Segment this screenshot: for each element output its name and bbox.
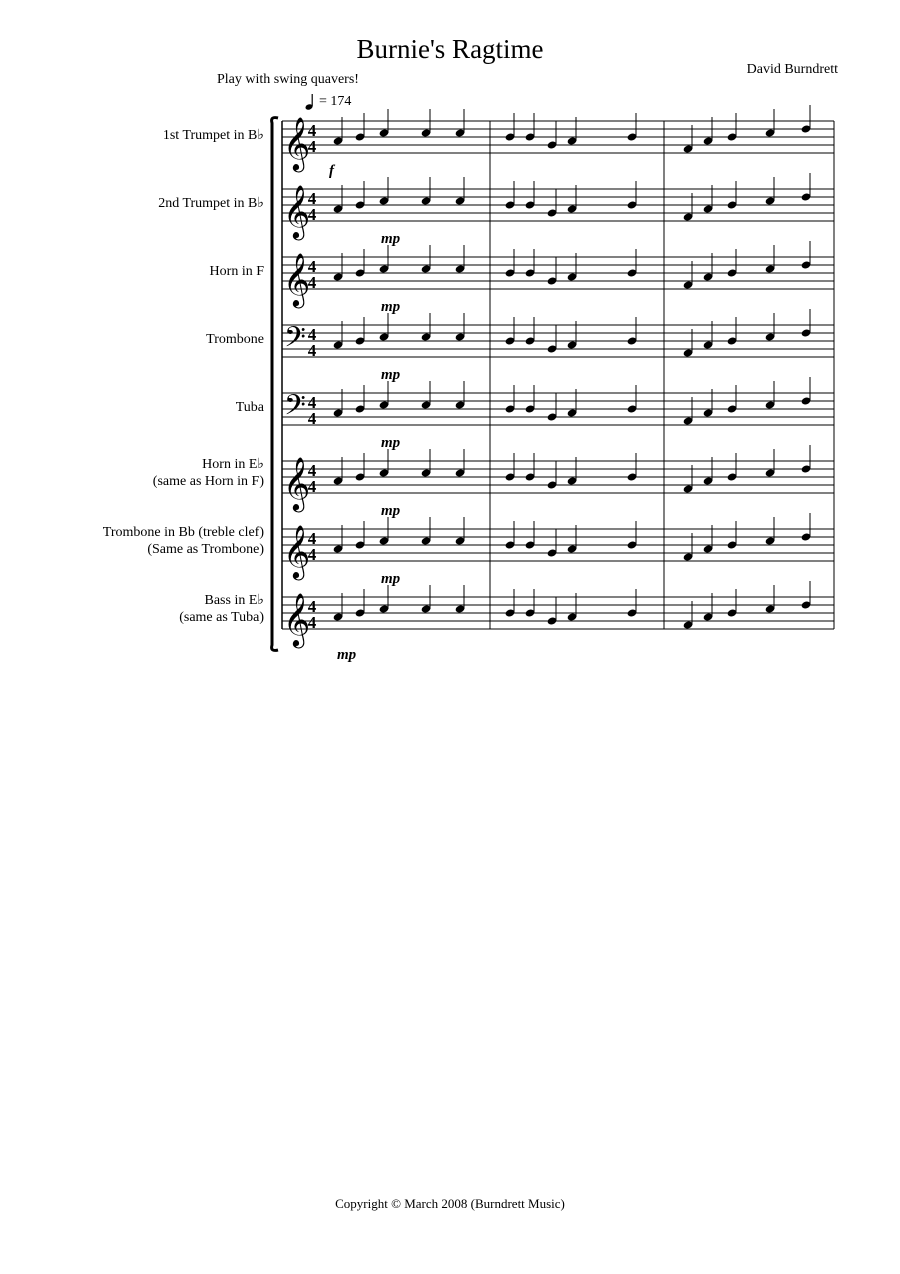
instrument-name: Horn in F [209,263,264,279]
dynamic-marking: mp [381,299,401,315]
instrument-name: Bass in E♭ [204,593,264,608]
dynamic-marking: mp [381,367,401,383]
treble-clef-icon: 𝄞 [283,184,311,238]
time-signature-bottom: 4 [307,341,317,360]
dynamic-marking: mp [337,647,357,663]
treble-clef-icon: 𝄞 [283,592,311,646]
dynamic-marking: mp [381,231,401,247]
time-signature-bottom: 4 [307,477,317,496]
time-signature-bottom: 4 [307,409,317,428]
copyright-notice: Copyright © March 2008 (Burndrett Music) [335,1196,565,1211]
instrument-name: 1st Trumpet in B♭ [162,127,264,143]
time-signature-bottom: 4 [307,205,317,224]
dynamic-marking: mp [381,435,401,451]
tempo-value: = 174 [319,94,352,109]
score-title: Burnie's Ragtime [356,34,544,64]
treble-clef-icon: 𝄞 [283,116,311,170]
instrument-subtitle: (same as Tuba) [179,610,264,625]
time-signature-top: 4 [307,597,317,616]
instrument-name: Trombone [206,331,264,347]
treble-clef-icon: 𝄞 [283,524,311,578]
time-signature-bottom: 4 [307,613,317,632]
instrument-name: Horn in E♭ [202,457,264,472]
system-bracket [272,118,278,651]
composer-name: David Burndrett [746,62,838,77]
dynamic-marking: mp [381,503,401,519]
time-signature-bottom: 4 [307,273,317,292]
performance-note: Play with swing quavers! [217,72,359,87]
time-signature-top: 4 [307,257,317,276]
bass-clef-icon: 𝄢 [284,389,306,429]
instrument-subtitle: (same as Horn in F) [152,474,264,489]
time-signature-bottom: 4 [307,545,317,564]
instrument-name: 2nd Trumpet in B♭ [158,195,264,211]
time-signature-top: 4 [307,121,317,140]
time-signature-top: 4 [307,189,317,208]
dynamic-marking: f [329,163,334,179]
time-signature-top: 4 [307,461,317,480]
treble-clef-icon: 𝄞 [283,456,311,510]
time-signature-top: 4 [307,529,317,548]
time-signature-top: 4 [307,393,317,412]
instrument-name: Tuba [235,399,264,415]
time-signature-bottom: 4 [307,137,317,156]
instrument-subtitle: (Same as Trombone) [147,542,264,557]
dynamic-marking: mp [381,571,401,587]
time-signature-top: 4 [307,325,317,344]
bass-clef-icon: 𝄢 [284,321,306,361]
instrument-name: Trombone in Bb (treble clef) [102,525,264,540]
treble-clef-icon: 𝄞 [283,252,311,306]
